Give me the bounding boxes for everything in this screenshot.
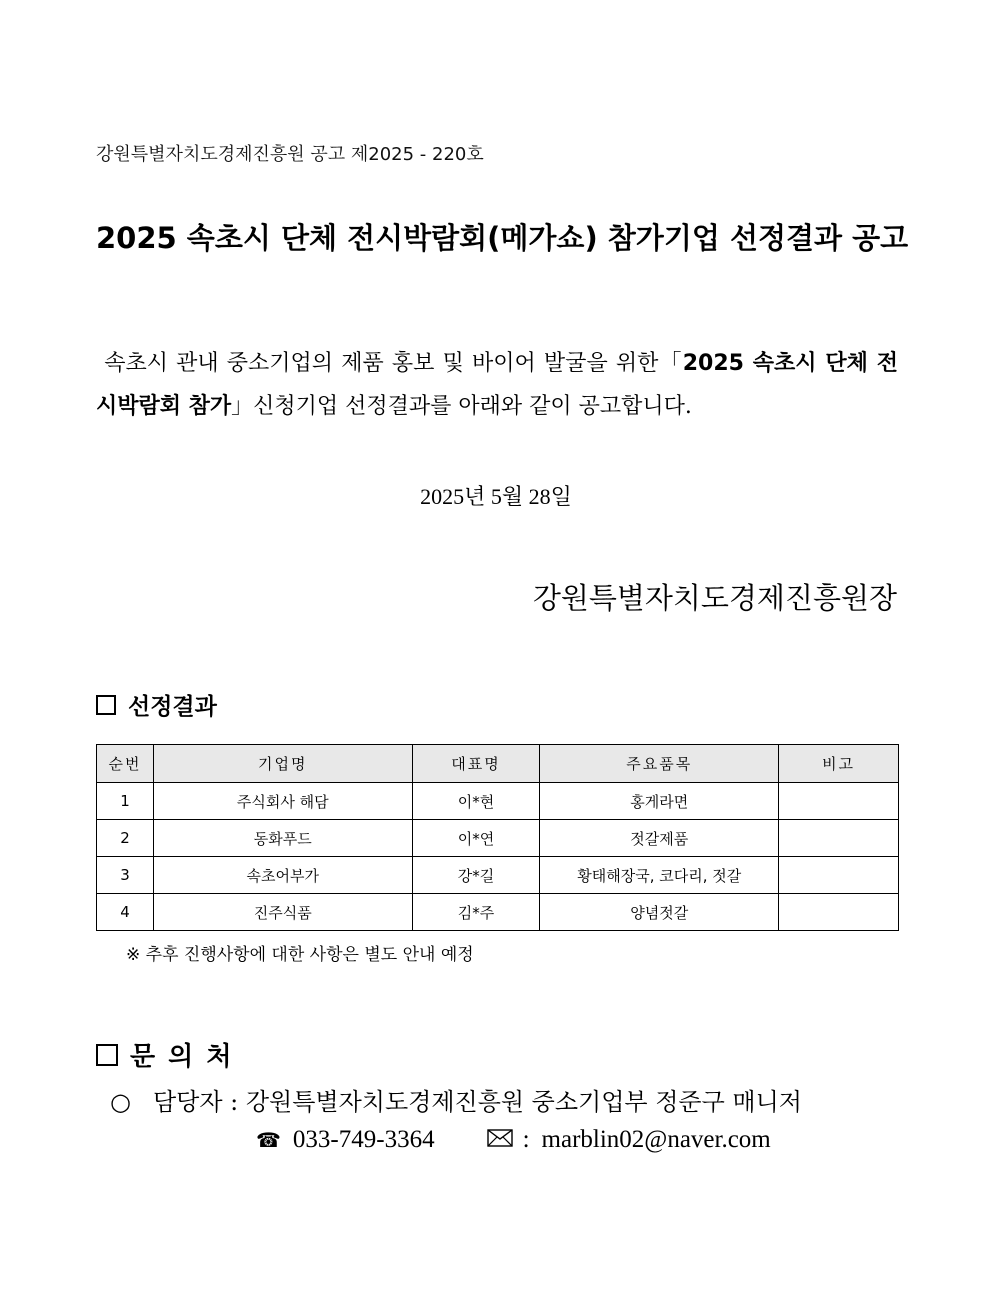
page-title: 2025 속초시 단체 전시박람회(메가쇼) 참가기업 선정결과 공고 (96, 221, 909, 255)
cell-items: 젓갈제품 (540, 820, 779, 857)
telephone-icon: ☎ (256, 1129, 281, 1152)
cell-remark (779, 894, 899, 931)
contact-email[interactable]: marblin02@naver.com (541, 1126, 771, 1153)
cell-no: 2 (97, 820, 154, 857)
cell-rep: 이*연 (412, 820, 540, 857)
cell-rep: 이*현 (412, 783, 540, 820)
envelope-icon (487, 1126, 513, 1154)
contact-person-line (110, 1082, 802, 1117)
table-row (97, 894, 899, 931)
results-heading (96, 688, 217, 721)
cell-items: 양념젓갈 (540, 894, 779, 931)
cell-company: 동화푸드 (153, 820, 412, 857)
cell-company: 속초어부가 (153, 857, 412, 894)
cell-remark (779, 783, 899, 820)
notice-number: 강원특별자치도경제진흥원 공고 제2025 - 220호 (96, 144, 484, 165)
column-header: 순번 (97, 745, 154, 783)
results-table (96, 744, 899, 931)
cell-no: 3 (97, 857, 154, 894)
table-note: ※ 추후 진행사항에 대한 사항은 별도 안내 예정 (126, 945, 474, 965)
table-row (97, 820, 899, 857)
cell-remark (779, 820, 899, 857)
column-header: 대표명 (412, 745, 540, 783)
results-heading-label: 선정결과 (128, 693, 217, 720)
cell-remark (779, 857, 899, 894)
table-header-row (97, 745, 899, 783)
intro-paragraph (96, 342, 898, 428)
contact-details-line (256, 1126, 771, 1154)
contact-phone: 033-749-3364 (292, 1126, 435, 1153)
cell-rep: 강*길 (412, 857, 540, 894)
intro-bold: 2025 속초시 단체 전시박람회 참가 (96, 351, 898, 419)
intro-post: 」신청기업 선정결과를 아래와 같이 공고합니다. (231, 394, 692, 419)
column-header: 비고 (779, 745, 899, 783)
column-header: 주요품목 (540, 745, 779, 783)
cell-no: 1 (97, 783, 154, 820)
notice-date: 2025년 5월 28일 (420, 484, 572, 509)
cell-items: 홍게라면 (540, 783, 779, 820)
contact-heading (96, 1036, 233, 1073)
empty-square-icon (96, 1044, 118, 1066)
table-row (97, 857, 899, 894)
empty-square-icon (96, 695, 116, 715)
contact-person: 담당자 : 강원특별자치도경제진흥원 중소기업부 정준구 매니저 (152, 1088, 802, 1116)
intro-pre: 속초시 관내 중소기업의 제품 홍보 및 바이어 발굴을 위한「 (104, 351, 683, 376)
cell-company: 진주식품 (153, 894, 412, 931)
issuer-name: 강원특별자치도경제진흥원장 (532, 581, 897, 615)
cell-rep: 김*주 (412, 894, 540, 931)
cell-items: 황태해장국, 코다리, 젓갈 (540, 857, 779, 894)
contact-heading-label: 문 의 처 (130, 1042, 234, 1072)
bullet-circle-icon: ○ (110, 1088, 131, 1116)
table-row (97, 783, 899, 820)
email-separator: : (522, 1126, 530, 1153)
cell-no: 4 (97, 894, 154, 931)
column-header: 기업명 (153, 745, 412, 783)
cell-company: 주식회사 해담 (153, 783, 412, 820)
